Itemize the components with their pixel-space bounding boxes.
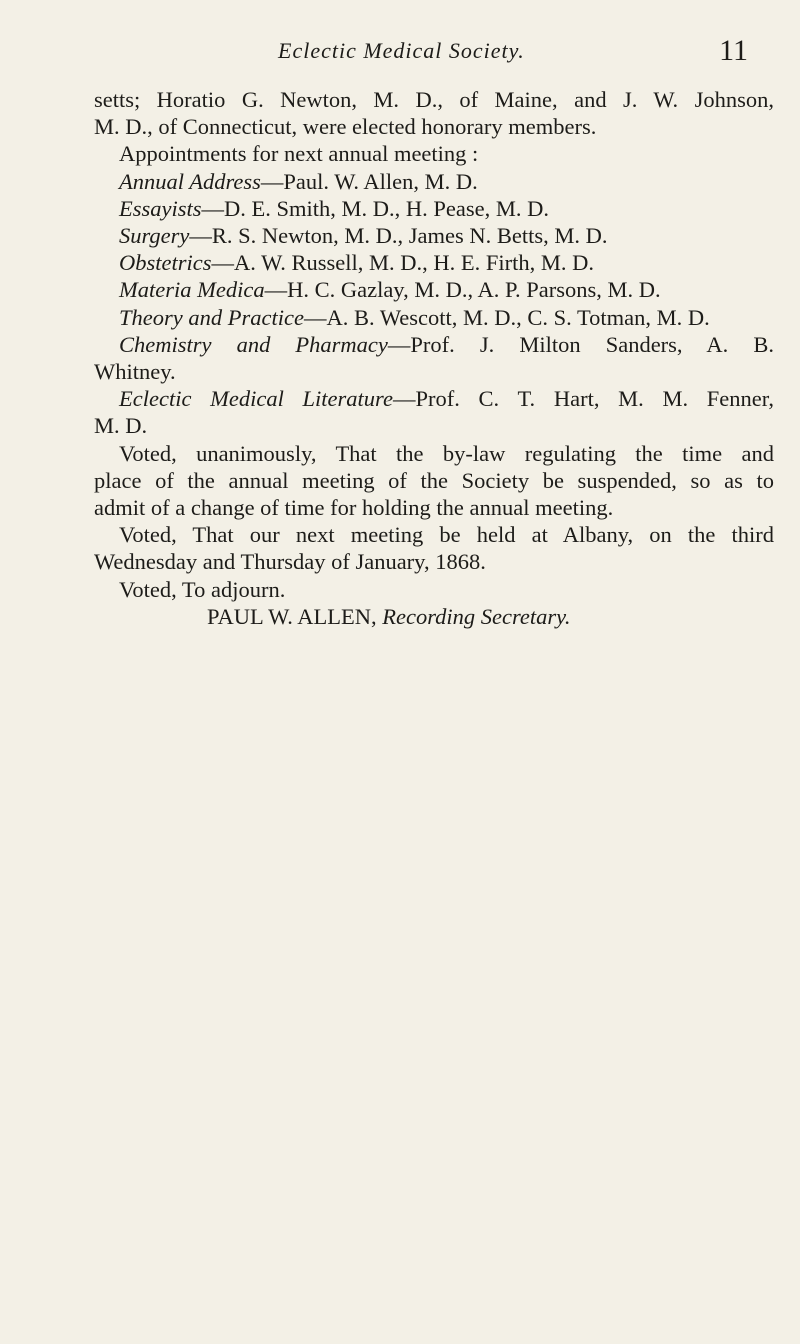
appointment-names: —R. S. Newton, M. D., James N. Betts, M. D. bbox=[189, 223, 608, 249]
appointment-names: —A. W. Russell, M. D., H. E. Firth, M. D. bbox=[211, 250, 595, 276]
text-line: setts; Horatio G. Newton, M. D., of Maine, and J. W. Johnson, bbox=[94, 87, 774, 112]
appointment-names: —Prof. C. T. Hart, M. M. Fenner, bbox=[392, 386, 774, 412]
text-line: Appointments for next annual meeting : bbox=[119, 141, 479, 167]
text-line: M. D., of Connecticut, were elected honorary members. bbox=[94, 114, 597, 140]
appointment-theory-practice bbox=[94, 304, 774, 331]
running-title: Eclectic Medical Society. bbox=[278, 38, 525, 63]
appointment-chemistry-pharmacy bbox=[94, 331, 774, 358]
appointment-surgery bbox=[94, 222, 774, 249]
page-header bbox=[278, 36, 748, 76]
appointment-role: Annual Address bbox=[119, 168, 261, 194]
resolution-line: Voted, unanimously, That the by-law regulating the time and bbox=[119, 440, 774, 466]
appointment-materia-medica bbox=[94, 276, 774, 303]
page-body bbox=[94, 86, 774, 630]
resolution-line: admit of a change of time for holding the annual meeting. bbox=[94, 495, 614, 521]
appointment-names: —D. E. Smith, M. D., H. Pease, M. D. bbox=[201, 195, 550, 221]
appointment-essayists bbox=[94, 195, 774, 222]
appointment-role: Surgery bbox=[119, 223, 190, 249]
appointment-role: Materia Medica bbox=[119, 277, 265, 303]
appointment-continuation: Whitney. bbox=[94, 359, 176, 385]
appointment-role: Essayists bbox=[119, 195, 202, 221]
appointment-eclectic-literature bbox=[94, 385, 774, 412]
appointment-names: —Paul. W. Allen, M. D. bbox=[260, 168, 478, 194]
appointment-role: Chemistry and Pharmacy bbox=[119, 331, 388, 357]
appointment-role: Eclectic Medical Literature bbox=[119, 386, 393, 412]
appointment-continuation: M. D. bbox=[94, 413, 148, 439]
resolution-line: place of the annual meeting of the Society be suspended, so as to bbox=[94, 467, 774, 493]
resolution-line: Wednesday and Thursday of January, 1868. bbox=[94, 549, 486, 575]
appointment-names: —Prof. J. Milton Sanders, A. B. bbox=[387, 331, 775, 357]
appointment-names: —H. C. Gazlay, M. D., A. P. Parsons, M. D. bbox=[264, 277, 661, 303]
appointment-obstetrics bbox=[94, 249, 774, 276]
appointment-role: Obstetrics bbox=[119, 250, 212, 276]
resolution-line: Voted, That our next meeting be held at Albany, on the third bbox=[119, 522, 774, 548]
page-number: 11 bbox=[719, 34, 748, 67]
resolution-line: Voted, To adjourn. bbox=[119, 576, 286, 602]
appointment-names: —A. B. Wescott, M. D., C. S. Totman, M. D. bbox=[303, 304, 710, 330]
signature-title: Recording Secretary. bbox=[382, 603, 571, 629]
signature-name: PAUL W. ALLEN, bbox=[207, 603, 377, 629]
appointment-role: Theory and Practice bbox=[119, 304, 304, 330]
appointment-annual-address bbox=[94, 168, 774, 195]
signature bbox=[94, 603, 774, 630]
